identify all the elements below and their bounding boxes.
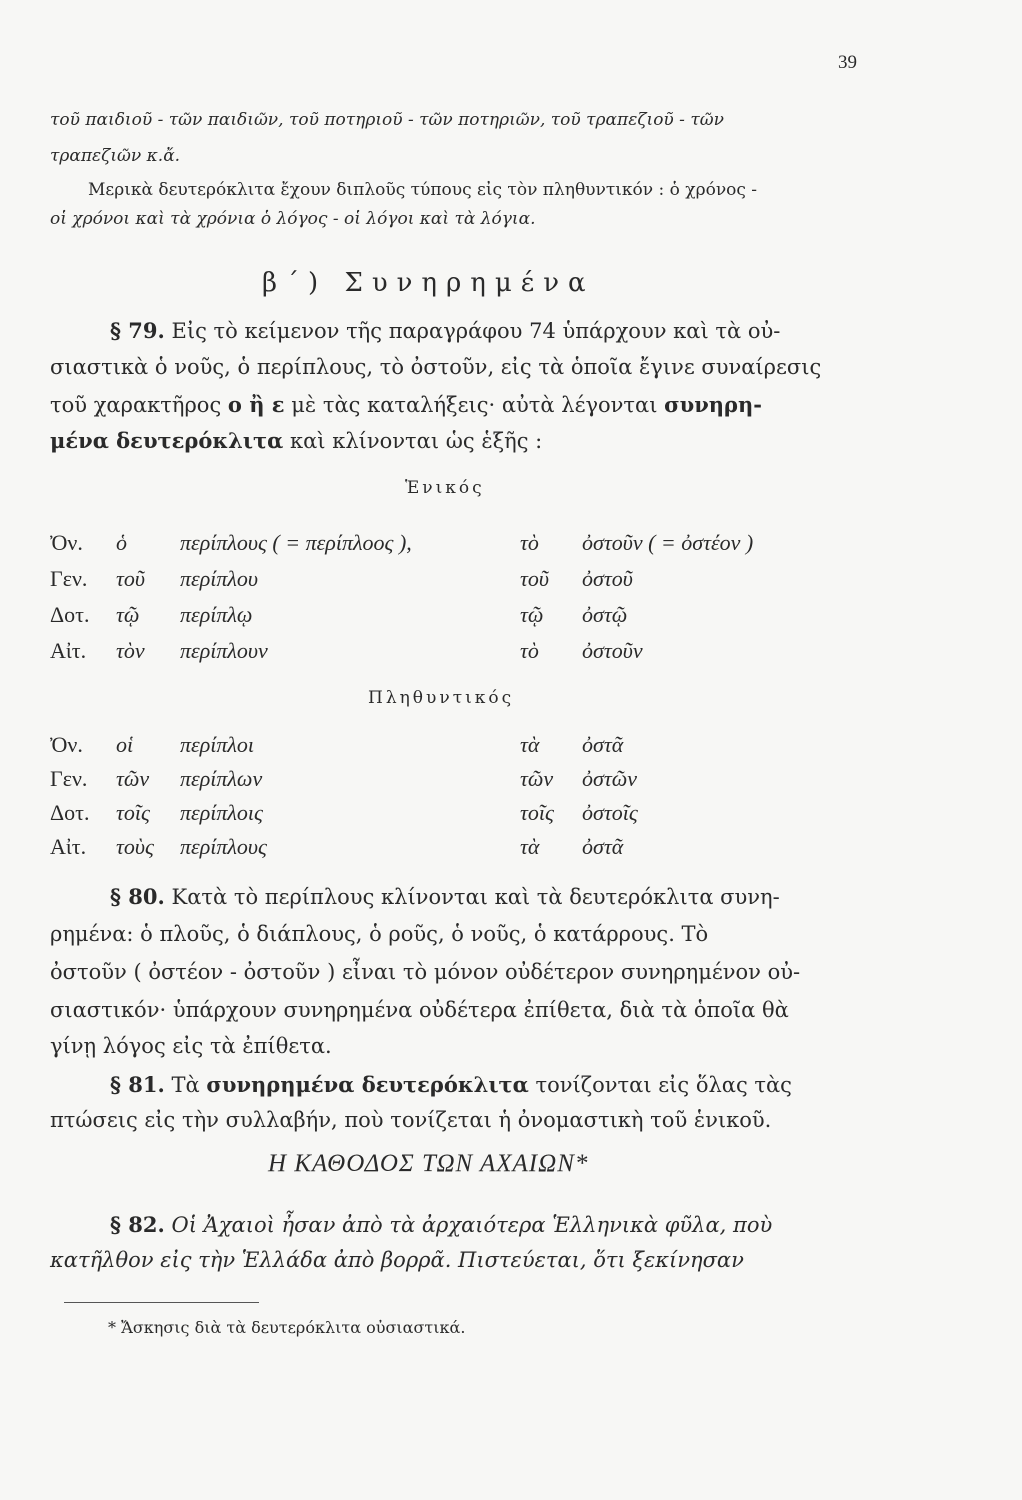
para-79-line-2: σιαστικὰ ὁ νοῦς, ὁ περίπλους, τὸ ὀστοῦν, εἰς τὰ ὁποῖα ἔγινε συναίρεσις	[50, 355, 822, 379]
table-case: Αἰτ.	[50, 834, 87, 859]
table-article-2: τὰ	[520, 834, 540, 859]
table-article-2: τὰ	[520, 732, 540, 757]
table-case: Ὀν.	[50, 732, 83, 757]
table-noun: περίπλοις	[180, 800, 263, 825]
para-81-marker: § 81.	[110, 1072, 165, 1097]
para-79-text-3b: ο ἢ ε	[227, 392, 285, 417]
table-noun-2: ὀστοῦν ( = ὀστέον )	[582, 530, 754, 555]
table-noun-2: ὀστοῦν	[582, 638, 643, 663]
table-article-2: τὸ	[520, 638, 539, 663]
table-noun: περίπλους	[180, 834, 267, 859]
table-article: ὁ	[116, 530, 127, 555]
table-article: οἱ	[116, 732, 134, 757]
para-79-marker: § 79.	[110, 318, 165, 343]
table-article: τοῦ	[116, 566, 145, 591]
footnote-divider	[64, 1302, 259, 1303]
para-80-line-4: σιαστικόν· ὑπάρχουν συνηρημένα οὐδέτερα ἐπίθετα, διὰ τὰ ὁποῖα θὰ	[50, 998, 789, 1022]
table-article-2: τὸ	[520, 530, 539, 555]
table-article-2: τοῖς	[520, 800, 554, 825]
table-case: Γεν.	[50, 766, 88, 791]
intro-line-2: τραπεζιῶν κ.ἄ.	[50, 146, 181, 166]
para-81-line-2: πτώσεις εἰς τὴν συλλαβήν, ποὺ τονίζεται ἡ ὀνομαστικὴ τοῦ ἑνικοῦ.	[50, 1108, 772, 1132]
para-80-marker: § 80.	[110, 884, 165, 909]
table-noun: περίπλους ( = περίπλοος ),	[180, 530, 412, 555]
section-heading: β΄) Συνηρημένα	[262, 268, 595, 298]
table-case: Γεν.	[50, 566, 88, 591]
table-noun-2: ὀστᾶ	[582, 834, 624, 859]
table-noun-2: ὀστῶν	[582, 766, 638, 791]
table-noun: περίπλων	[180, 766, 263, 791]
table-article-2: τοῦ	[520, 566, 549, 591]
para-81-text-1c: τονίζονται εἰς ὅλας τὰς	[528, 1073, 792, 1097]
table-noun-2: ὀστῷ	[582, 602, 628, 627]
intro-line-4: οἱ χρόνοι καὶ τὰ χρόνια ὁ λόγος - οἱ λόγοι καὶ τὰ λόγια.	[50, 209, 536, 229]
table-noun-2: ὀστᾶ	[582, 732, 624, 757]
table-article: τῷ	[116, 602, 140, 627]
table-noun: περίπλοι	[180, 732, 255, 757]
footnote: * Ἄσκησις διὰ τὰ δευτερόκλιτα οὐσιαστικά.	[108, 1318, 466, 1337]
table-case: Ὀν.	[50, 530, 83, 555]
para-79-text-4a: μένα δευτερόκλιτα	[50, 428, 284, 453]
para-80-line-5: γίνῃ λόγος εἰς τὰ ἐπίθετα.	[50, 1034, 332, 1058]
para-79-line-3	[50, 392, 762, 417]
intro-line-3: Μερικὰ δευτερόκλιτα ἔχουν διπλοῦς τύπους εἰς τὸν πληθυντικόν : ὁ χρόνος -	[88, 180, 758, 200]
para-80-line-1	[110, 884, 780, 909]
para-82-line-1	[110, 1212, 772, 1237]
para-79-text-4b: καὶ κλίνονται ὡς ἑξῆς :	[283, 429, 543, 453]
para-79-line-4	[50, 428, 542, 453]
table-noun: περίπλου	[180, 566, 259, 591]
para-79-text-3a: τοῦ χαρακτῆρος	[50, 393, 228, 417]
table-article: τὸν	[116, 638, 145, 663]
singular-label: Ἑνικός	[405, 478, 485, 498]
para-79-text-3c: μὲ τὰς καταλήξεις· αὐτὰ λέγονται	[284, 393, 665, 417]
para-81-line-1	[110, 1072, 792, 1097]
table-article: τοὺς	[116, 834, 154, 859]
reading-title: Η ΚΑΘΟΔΟΣ ΤΩΝ ΑΧΑΙΩΝ*	[268, 1150, 589, 1177]
plural-label: Πληθυντικός	[368, 688, 515, 708]
para-81-text-1a: Τὰ	[171, 1073, 207, 1097]
para-79-line-1	[110, 318, 780, 343]
para-82-text-1: Οἱ Ἀχαιοὶ ἦσαν ἀπὸ τὰ ἀρχαιότερα Ἑλληνικὰ φῦλα, ποὺ	[171, 1213, 773, 1237]
para-80-text-1: Κατὰ τὸ περίπλους κλίνονται καὶ τὰ δευτερόκλιτα συνη-	[171, 885, 780, 909]
table-noun-2: ὀστοῖς	[582, 800, 638, 825]
para-80-line-3: ὀστοῦν ( ὀστέον - ὀστοῦν ) εἶναι τὸ μόνον οὐδέτερον συνηρημένον οὐ-	[50, 960, 801, 984]
table-article: τοῖς	[116, 800, 150, 825]
table-case: Αἰτ.	[50, 638, 87, 663]
table-case: Δοτ.	[50, 800, 90, 825]
table-noun-2: ὀστοῦ	[582, 566, 633, 591]
para-82-marker: § 82.	[110, 1212, 165, 1237]
para-79-text-3d: συνηρη-	[664, 392, 762, 417]
table-noun: περίπλουν	[180, 638, 268, 663]
para-80-line-2: ρημένα: ὁ πλοῦς, ὁ διάπλους, ὁ ροῦς, ὁ νοῦς, ὁ κατάρρους. Τὸ	[50, 922, 709, 946]
table-case: Δοτ.	[50, 602, 90, 627]
intro-line-1: τοῦ παιδιοῦ - τῶν παιδιῶν, τοῦ ποτηριοῦ - τῶν ποτηριῶν, τοῦ τραπεζιοῦ - τῶν	[50, 110, 724, 130]
para-79-text-1: Εἰς τὸ κείμενον τῆς παραγράφου 74 ὑπάρχουν καὶ τὰ οὐ-	[171, 319, 781, 343]
table-article-2: τῶν	[520, 766, 554, 791]
para-82-line-2: κατῆλθον εἰς τὴν Ἑλλάδα ἀπὸ βορρᾶ. Πιστεύεται, ὅτι ξεκίνησαν	[50, 1248, 744, 1272]
para-81-text-1b: συνηρημένα δευτερόκλιτα	[206, 1072, 529, 1097]
table-article: τῶν	[116, 766, 150, 791]
table-noun: περίπλῳ	[180, 602, 253, 627]
table-article-2: τῷ	[520, 602, 544, 627]
page-number: 39	[838, 52, 857, 73]
